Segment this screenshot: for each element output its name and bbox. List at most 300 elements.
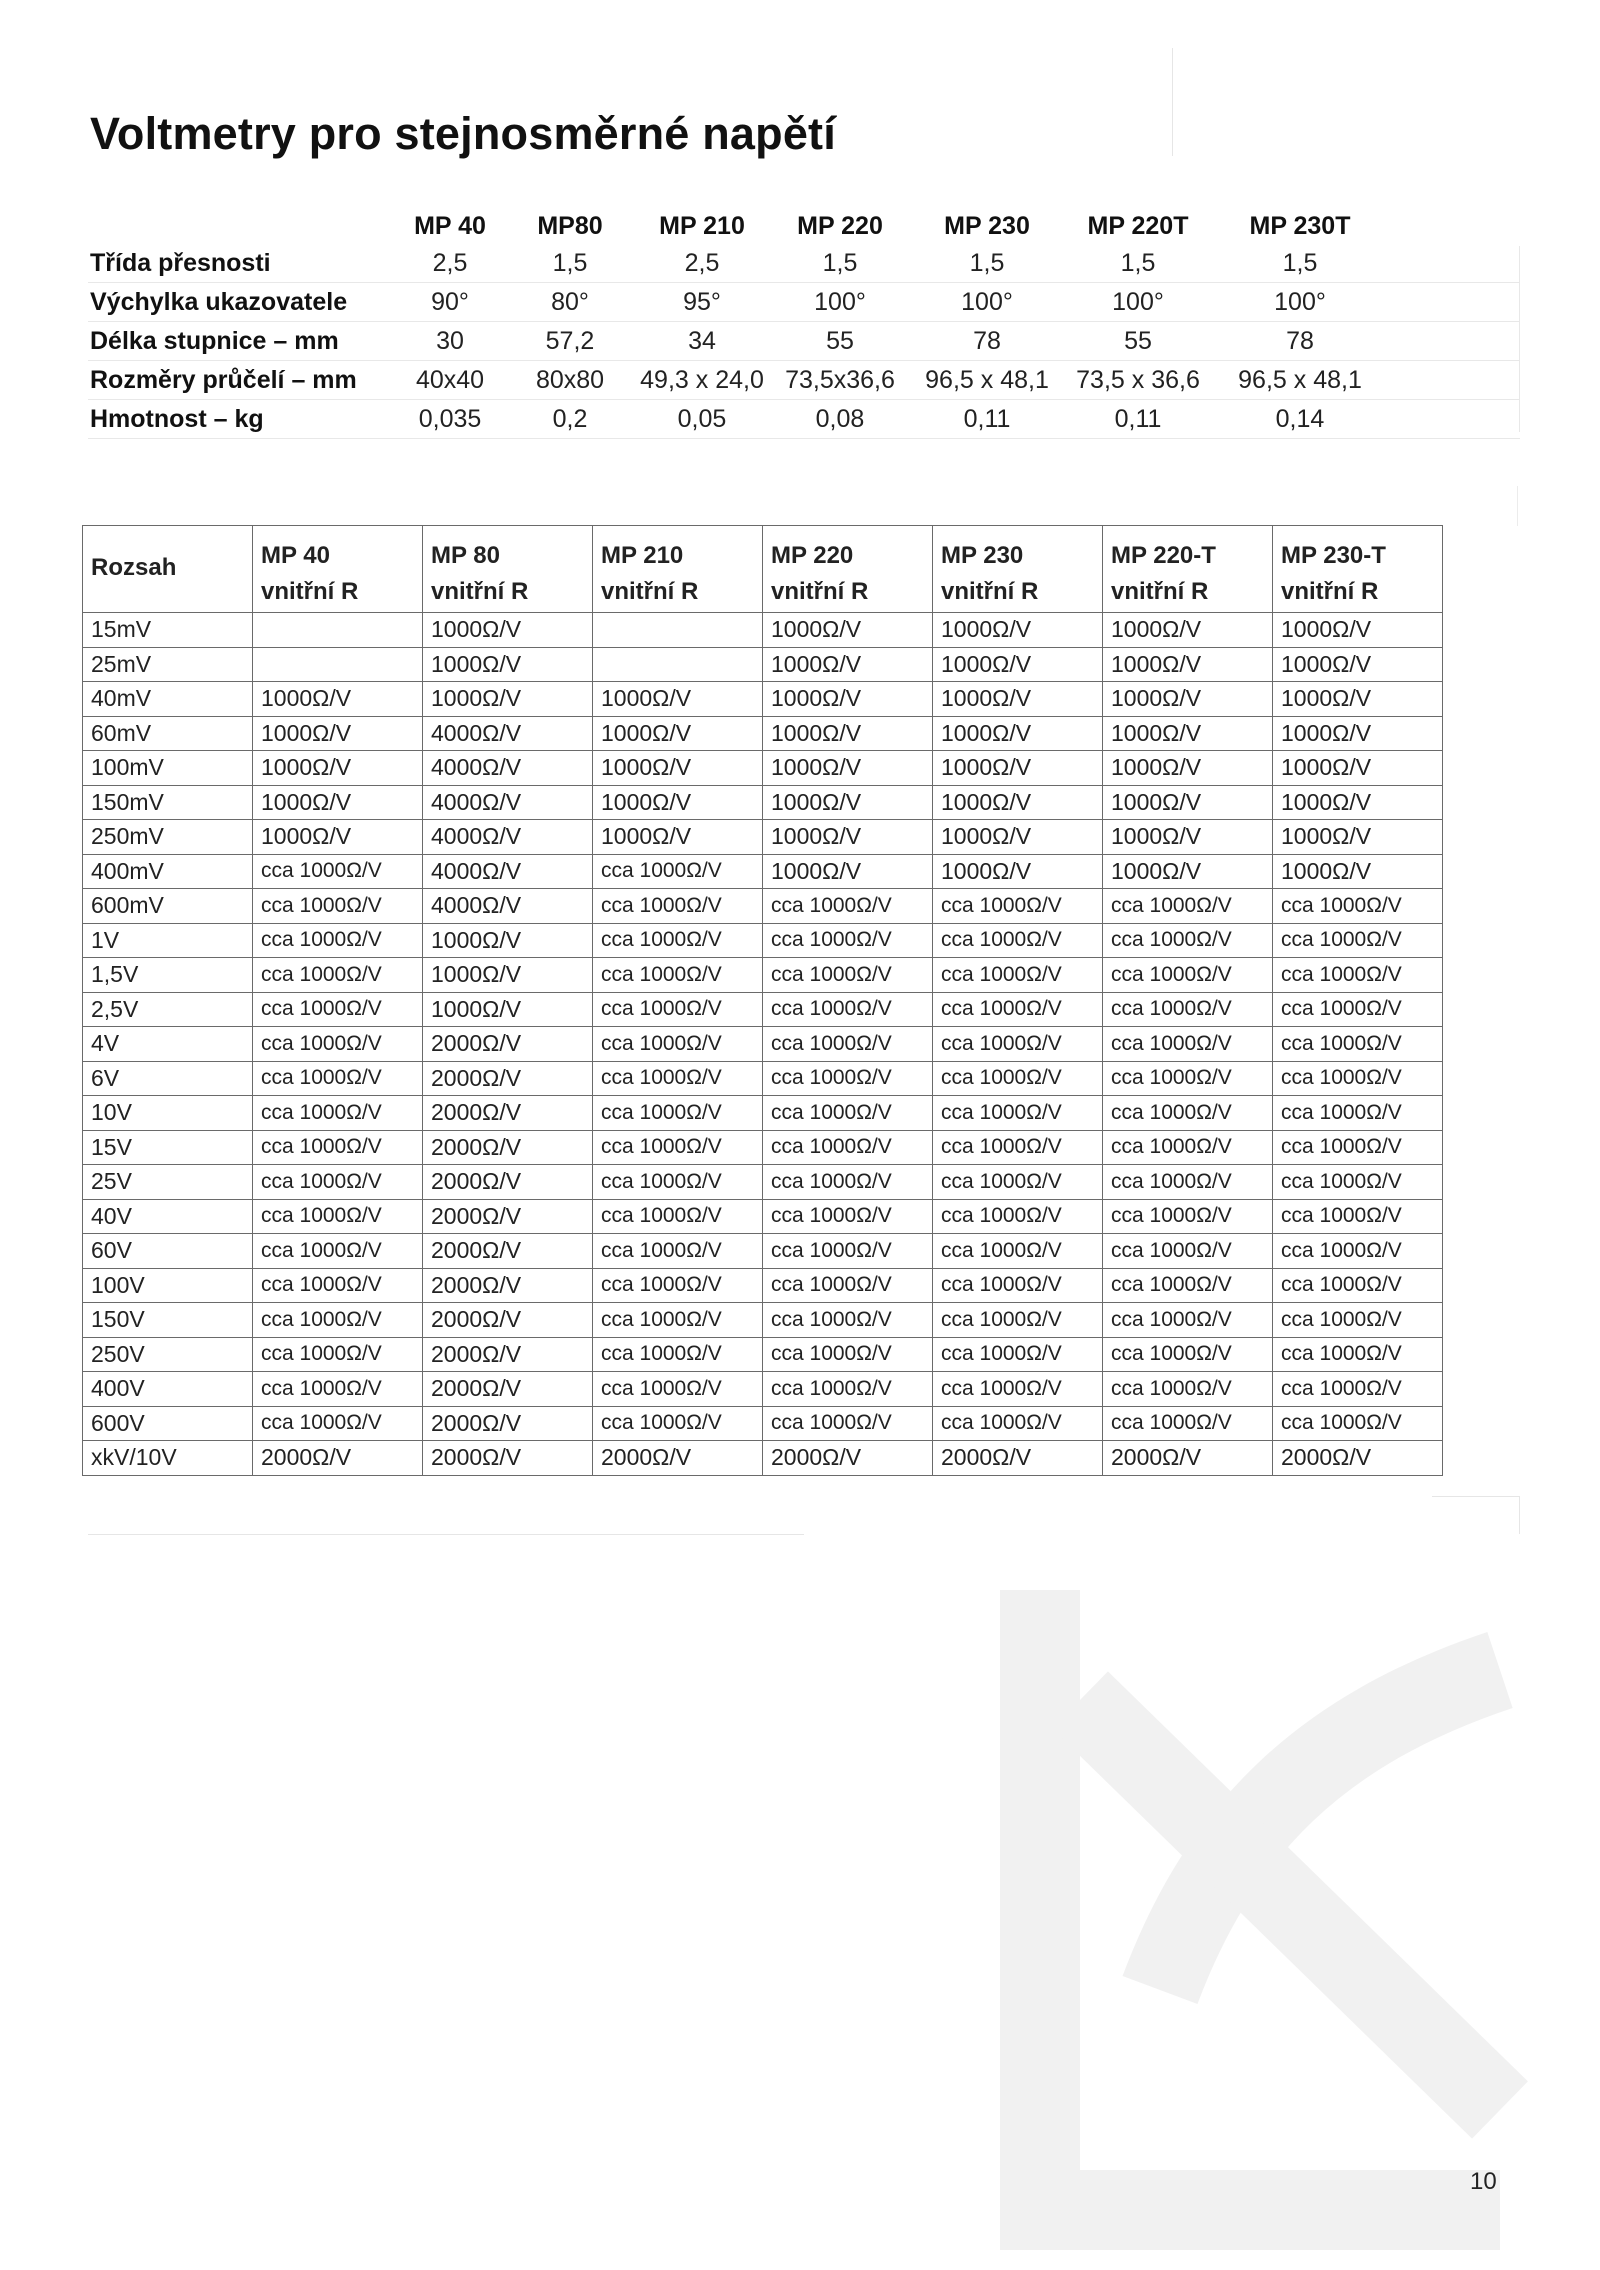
resistance-cell: cca 1000Ω/V [933,1165,1103,1200]
resistance-cell: cca 1000Ω/V [593,1303,763,1338]
range-cell: 250mV [83,820,253,855]
resistance-cell: 2000Ω/V [423,1199,593,1234]
spec-cell: 40x40 [415,366,485,394]
range-cell: 400V [83,1372,253,1407]
resistance-cell: 2000Ω/V [423,1234,593,1269]
resistance-cell: cca 1000Ω/V [253,1061,423,1096]
resistance-cell: 1000Ω/V [423,923,593,958]
model-column-header: MP 40 [253,526,423,573]
resistance-cell: 1000Ω/V [253,785,423,820]
range-cell: 100V [83,1268,253,1303]
resistance-cell: cca 1000Ω/V [763,1199,933,1234]
spec-cell: 80x80 [535,366,605,394]
table-row [83,1165,1443,1200]
resistance-cell: cca 1000Ω/V [763,1406,933,1441]
table-row [83,1268,1443,1303]
resistance-cell: cca 1000Ω/V [1273,1372,1443,1407]
table-row [83,889,1443,924]
resistance-cell: 1000Ω/V [1273,785,1443,820]
spec-cell: 95° [683,288,721,316]
table-row [83,854,1443,889]
resistance-cell: cca 1000Ω/V [253,1406,423,1441]
resistance-cell: 1000Ω/V [933,716,1103,751]
table-row [83,1061,1443,1096]
range-cell: 40V [83,1199,253,1234]
spec-cell: 80° [551,288,589,316]
resistance-cell: cca 1000Ω/V [1273,1337,1443,1372]
spec-cell: 0,14 [1275,405,1325,433]
internal-resistance-subheader: vnitřní R [593,572,763,613]
resistance-cell: 1000Ω/V [763,854,933,889]
resistance-cell: cca 1000Ω/V [763,1096,933,1131]
model-column-header: MP 220 [763,526,933,573]
resistance-cell: 1000Ω/V [1273,716,1443,751]
resistance-cell: 1000Ω/V [933,785,1103,820]
resistance-cell [253,613,423,648]
resistance-cell: cca 1000Ω/V [933,1303,1103,1338]
resistance-cell: 1000Ω/V [423,647,593,682]
range-cell: 40mV [83,682,253,717]
resistance-cell: 2000Ω/V [423,1268,593,1303]
page-title: Voltmetry pro stejnosměrné napětí [90,108,836,159]
resistance-cell [593,647,763,682]
table-row [83,1372,1443,1407]
table-row [83,923,1443,958]
spec-row [88,283,1520,322]
range-cell: 150V [83,1303,253,1338]
table-row [83,682,1443,717]
resistance-cell: cca 1000Ω/V [253,1027,423,1062]
spec-cell: 78 [1286,327,1314,355]
resistance-cell: cca 1000Ω/V [593,889,763,924]
resistance-cell: cca 1000Ω/V [763,1372,933,1407]
resistance-cell: cca 1000Ω/V [253,1165,423,1200]
internal-resistance-subheader: vnitřní R [423,572,593,613]
spec-row [88,400,1520,439]
resistance-cell: 4000Ω/V [423,751,593,786]
range-cell: 15mV [83,613,253,648]
range-cell: 60mV [83,716,253,751]
table-row [83,958,1443,993]
spec-cell: 0,11 [963,405,1011,433]
resistance-cell: cca 1000Ω/V [253,854,423,889]
resistance-cell: 1000Ω/V [933,820,1103,855]
range-cell: 400mV [83,854,253,889]
resistance-cell: 2000Ω/V [423,1337,593,1372]
table-row [83,820,1443,855]
resistance-cell: cca 1000Ω/V [1273,1130,1443,1165]
resistance-cell: cca 1000Ω/V [933,889,1103,924]
table-row [83,751,1443,786]
spec-cell: 0,08 [815,405,865,433]
resistance-cell: cca 1000Ω/V [1273,1199,1443,1234]
spec-cell: 49,3 x 24,0 [640,366,764,394]
resistance-cell: cca 1000Ω/V [1273,958,1443,993]
resistance-cell: cca 1000Ω/V [933,1096,1103,1131]
table-subheader-row [83,572,1443,613]
spec-cell: 30 [436,327,464,355]
table-row [83,1406,1443,1441]
resistance-cell [593,613,763,648]
spec-cell: 0,2 [552,405,588,433]
resistance-cell: cca 1000Ω/V [1103,1061,1273,1096]
resistance-cell: 1000Ω/V [593,682,763,717]
range-cell: 6V [83,1061,253,1096]
resistance-cell: 1000Ω/V [1103,854,1273,889]
resistance-cell: 1000Ω/V [1103,751,1273,786]
spec-cell: 57,2 [545,327,595,355]
resistance-cell: 4000Ω/V [423,716,593,751]
spec-cell: 0,11 [1114,405,1162,433]
spec-cell: 100° [814,288,866,316]
range-cell: 1V [83,923,253,958]
resistance-cell: 2000Ω/V [593,1441,763,1476]
resistance-cell: cca 1000Ω/V [253,1096,423,1131]
resistance-cell: 4000Ω/V [423,785,593,820]
range-cell: xkV/10V [83,1441,253,1476]
resistance-cell: cca 1000Ω/V [1103,1268,1273,1303]
spec-cell: 1,5 [1282,249,1318,277]
resistance-cell: cca 1000Ω/V [1103,958,1273,993]
resistance-cell [253,647,423,682]
spec-row-label: Třída přesnosti [90,249,271,277]
range-column-header: Rozsah [83,526,253,613]
resistance-cell: 1000Ω/V [593,716,763,751]
resistance-cell: cca 1000Ω/V [593,1130,763,1165]
divider [1519,1496,1520,1534]
resistance-cell: cca 1000Ω/V [1103,1130,1273,1165]
resistance-cell: cca 1000Ω/V [593,1027,763,1062]
range-cell: 100mV [83,751,253,786]
resistance-cell: 1000Ω/V [1273,751,1443,786]
spec-header-cell: MP 40 [414,211,486,240]
spec-cell: 2,5 [432,249,468,277]
spec-header-cell: MP 230 [944,211,1030,240]
resistance-cell: 1000Ω/V [763,820,933,855]
resistance-cell: 1000Ω/V [1273,854,1443,889]
resistance-cell: 1000Ω/V [423,992,593,1027]
table-row [83,1130,1443,1165]
model-column-header: MP 210 [593,526,763,573]
internal-resistance-subheader: vnitřní R [933,572,1103,613]
resistance-cell: cca 1000Ω/V [593,992,763,1027]
table-header-row [83,526,1443,573]
resistance-cell: cca 1000Ω/V [763,1165,933,1200]
table-row [83,785,1443,820]
resistance-cell: cca 1000Ω/V [1103,1234,1273,1269]
range-cell: 2,5V [83,992,253,1027]
spec-cell: 100° [1112,288,1164,316]
resistance-cell: cca 1000Ω/V [1103,1199,1273,1234]
table-row [83,647,1443,682]
resistance-cell: cca 1000Ω/V [253,1337,423,1372]
resistance-cell: 2000Ω/V [423,1165,593,1200]
table-row [83,716,1443,751]
logo-watermark-icon [980,1550,1540,2270]
resistance-cell: cca 1000Ω/V [1273,1268,1443,1303]
spec-cell: 1,5 [1120,249,1156,277]
range-cell: 600mV [83,889,253,924]
resistance-cell: cca 1000Ω/V [763,1234,933,1269]
resistance-cell: cca 1000Ω/V [933,1268,1103,1303]
resistance-cell: 1000Ω/V [1103,820,1273,855]
range-cell: 10V [83,1096,253,1131]
range-cell: 25V [83,1165,253,1200]
range-cell: 25mV [83,647,253,682]
spec-cell: 78 [973,327,1001,355]
resistance-cell: cca 1000Ω/V [1273,992,1443,1027]
resistance-cell: cca 1000Ω/V [1273,1061,1443,1096]
resistance-cell: cca 1000Ω/V [763,958,933,993]
resistance-cell: 1000Ω/V [253,751,423,786]
resistance-cell: 2000Ω/V [1103,1441,1273,1476]
resistance-cell: cca 1000Ω/V [1103,1303,1273,1338]
resistance-cell: 1000Ω/V [1273,647,1443,682]
spec-header-cell: MP 230T [1249,211,1351,240]
range-cell: 250V [83,1337,253,1372]
resistance-cell: cca 1000Ω/V [253,992,423,1027]
resistance-cell: cca 1000Ω/V [253,958,423,993]
spec-cell: 90° [431,288,469,316]
page-number: 10 [1470,2168,1497,2195]
resistance-cell: cca 1000Ω/V [593,1199,763,1234]
resistance-cell: 2000Ω/V [423,1372,593,1407]
spec-row [88,244,1520,283]
resistance-cell: 2000Ω/V [423,1096,593,1131]
internal-resistance-subheader: vnitřní R [253,572,423,613]
range-cell: 60V [83,1234,253,1269]
divider [1519,246,1520,432]
resistance-cell: 1000Ω/V [1103,682,1273,717]
table-row [83,1441,1443,1476]
resistance-cell: 4000Ω/V [423,889,593,924]
spec-header-cell: MP80 [537,211,603,240]
resistance-cell: 1000Ω/V [763,716,933,751]
resistance-cell: cca 1000Ω/V [933,1130,1103,1165]
resistance-cell: cca 1000Ω/V [933,1061,1103,1096]
range-cell: 15V [83,1130,253,1165]
resistance-cell: 1000Ω/V [423,958,593,993]
spec-cell: 96,5 x 48,1 [1238,366,1362,394]
resistance-cell: cca 1000Ω/V [763,1061,933,1096]
resistance-cell: cca 1000Ω/V [1103,1337,1273,1372]
resistance-cell: cca 1000Ω/V [1273,923,1443,958]
resistance-cell: cca 1000Ω/V [1273,1165,1443,1200]
resistance-cell: cca 1000Ω/V [933,1234,1103,1269]
spec-cell: 55 [1124,327,1152,355]
resistance-cell: cca 1000Ω/V [593,1061,763,1096]
resistance-cell: 1000Ω/V [1103,613,1273,648]
resistance-cell: cca 1000Ω/V [253,1303,423,1338]
table-row [83,1199,1443,1234]
resistance-cell: cca 1000Ω/V [933,1027,1103,1062]
model-column-header: MP 230 [933,526,1103,573]
spec-cell: 1,5 [552,249,588,277]
spec-cell: 100° [1274,288,1326,316]
resistance-cell: cca 1000Ω/V [253,1372,423,1407]
resistance-cell: 2000Ω/V [933,1441,1103,1476]
resistance-cell: cca 1000Ω/V [253,1234,423,1269]
spec-header-cell: MP 220 [797,211,883,240]
resistance-cell: 1000Ω/V [933,647,1103,682]
resistance-cell: cca 1000Ω/V [1273,1406,1443,1441]
resistance-cell: cca 1000Ω/V [593,958,763,993]
resistance-cell: 1000Ω/V [933,682,1103,717]
resistance-cell: cca 1000Ω/V [1103,992,1273,1027]
spec-cell: 0,035 [418,405,482,433]
resistance-cell: 1000Ω/V [253,716,423,751]
table-row [83,1027,1443,1062]
spec-table [88,208,1520,439]
spec-row-label: Hmotnost – kg [90,405,264,433]
range-cell: 4V [83,1027,253,1062]
resistance-cell: cca 1000Ω/V [933,958,1103,993]
resistance-cell: cca 1000Ω/V [593,1337,763,1372]
spec-row-label: Rozměry průčelí – mm [90,366,357,394]
resistance-cell: 1000Ω/V [933,854,1103,889]
divider [1517,486,1518,526]
table-row [83,992,1443,1027]
resistance-cell: cca 1000Ω/V [933,1372,1103,1407]
resistance-cell: 1000Ω/V [593,751,763,786]
table-row [83,613,1443,648]
model-column-header: MP 80 [423,526,593,573]
range-cell: 600V [83,1406,253,1441]
resistance-cell: cca 1000Ω/V [253,1199,423,1234]
resistance-cell: cca 1000Ω/V [253,923,423,958]
spec-header-cell: MP 210 [659,211,745,240]
resistance-cell: cca 1000Ω/V [1103,1372,1273,1407]
internal-resistance-subheader: vnitřní R [1273,572,1443,613]
spec-row [88,361,1520,400]
resistance-cell: cca 1000Ω/V [593,1406,763,1441]
table-row [83,1303,1443,1338]
resistance-cell: 1000Ω/V [1273,682,1443,717]
resistance-cell: cca 1000Ω/V [763,992,933,1027]
resistance-cell: cca 1000Ω/V [1273,1234,1443,1269]
resistance-cell: 1000Ω/V [423,613,593,648]
resistance-cell: 2000Ω/V [423,1061,593,1096]
range-table [82,525,1443,1476]
resistance-cell: 1000Ω/V [253,682,423,717]
spec-header-row [88,208,1520,244]
resistance-cell: cca 1000Ω/V [1103,1027,1273,1062]
spec-cell: 73,5x36,6 [785,366,895,394]
model-column-header: MP 230-T [1273,526,1443,573]
resistance-cell: 2000Ω/V [423,1130,593,1165]
table-row [83,1096,1443,1131]
spec-cell: 2,5 [684,249,720,277]
resistance-cell: 2000Ω/V [423,1303,593,1338]
resistance-cell: cca 1000Ω/V [593,854,763,889]
resistance-cell: cca 1000Ω/V [763,1337,933,1372]
resistance-cell: cca 1000Ω/V [933,1199,1103,1234]
spec-cell: 96,5 x 48,1 [925,366,1049,394]
range-cell: 1,5V [83,958,253,993]
spec-cell: 73,5 x 36,6 [1076,366,1200,394]
resistance-cell: 1000Ω/V [1273,613,1443,648]
spec-cell: 100° [961,288,1013,316]
resistance-cell: cca 1000Ω/V [593,923,763,958]
resistance-cell: cca 1000Ω/V [1273,1027,1443,1062]
resistance-cell: 2000Ω/V [423,1406,593,1441]
internal-resistance-subheader: vnitřní R [763,572,933,613]
resistance-cell: 4000Ω/V [423,854,593,889]
spec-row-label: Délka stupnice – mm [90,327,339,355]
resistance-cell: cca 1000Ω/V [933,923,1103,958]
resistance-cell: 2000Ω/V [1273,1441,1443,1476]
resistance-cell: cca 1000Ω/V [1273,1303,1443,1338]
spec-header-cell: MP 220T [1087,211,1189,240]
resistance-cell: cca 1000Ω/V [593,1234,763,1269]
resistance-cell: cca 1000Ω/V [593,1165,763,1200]
resistance-cell: 1000Ω/V [593,785,763,820]
resistance-cell: cca 1000Ω/V [593,1268,763,1303]
table-row [83,1234,1443,1269]
range-cell: 150mV [83,785,253,820]
resistance-cell: cca 1000Ω/V [593,1372,763,1407]
resistance-cell: cca 1000Ω/V [763,1027,933,1062]
resistance-cell: cca 1000Ω/V [253,889,423,924]
spec-cell: 0,05 [677,405,727,433]
resistance-cell: 1000Ω/V [763,751,933,786]
resistance-cell: 1000Ω/V [763,785,933,820]
resistance-cell: 1000Ω/V [593,820,763,855]
resistance-cell: 4000Ω/V [423,820,593,855]
resistance-cell: cca 1000Ω/V [1273,889,1443,924]
resistance-cell: cca 1000Ω/V [933,1337,1103,1372]
resistance-cell: cca 1000Ω/V [1273,1096,1443,1131]
resistance-cell: cca 1000Ω/V [763,889,933,924]
spec-cell: 1,5 [822,249,858,277]
resistance-cell: cca 1000Ω/V [1103,889,1273,924]
resistance-cell: 2000Ω/V [423,1441,593,1476]
resistance-cell: cca 1000Ω/V [763,923,933,958]
resistance-cell: cca 1000Ω/V [1103,1096,1273,1131]
spec-row-label: Výchylka ukazovatele [90,288,348,316]
resistance-cell: cca 1000Ω/V [933,992,1103,1027]
divider [1432,1496,1520,1497]
resistance-cell: cca 1000Ω/V [253,1268,423,1303]
resistance-cell: 2000Ω/V [253,1441,423,1476]
spec-cell: 1,5 [969,249,1005,277]
resistance-cell: 1000Ω/V [1103,785,1273,820]
resistance-cell: 1000Ω/V [1273,820,1443,855]
internal-resistance-subheader: vnitřní R [1103,572,1273,613]
resistance-cell: 2000Ω/V [763,1441,933,1476]
resistance-cell: 2000Ω/V [423,1027,593,1062]
resistance-cell: cca 1000Ω/V [933,1406,1103,1441]
spec-cell: 34 [688,327,716,355]
resistance-cell: cca 1000Ω/V [763,1268,933,1303]
resistance-cell: 1000Ω/V [1103,647,1273,682]
resistance-cell: 1000Ω/V [253,820,423,855]
divider [1172,48,1173,156]
resistance-cell: cca 1000Ω/V [253,1130,423,1165]
divider [88,1534,804,1535]
resistance-cell: 1000Ω/V [933,613,1103,648]
spec-cell: 55 [826,327,854,355]
resistance-cell: cca 1000Ω/V [1103,1406,1273,1441]
resistance-cell: 1000Ω/V [763,647,933,682]
resistance-cell: 1000Ω/V [763,682,933,717]
resistance-cell: 1000Ω/V [1103,716,1273,751]
table-row [83,1337,1443,1372]
resistance-cell: 1000Ω/V [933,751,1103,786]
model-column-header: MP 220-T [1103,526,1273,573]
resistance-cell: cca 1000Ω/V [763,1130,933,1165]
resistance-cell: 1000Ω/V [423,682,593,717]
